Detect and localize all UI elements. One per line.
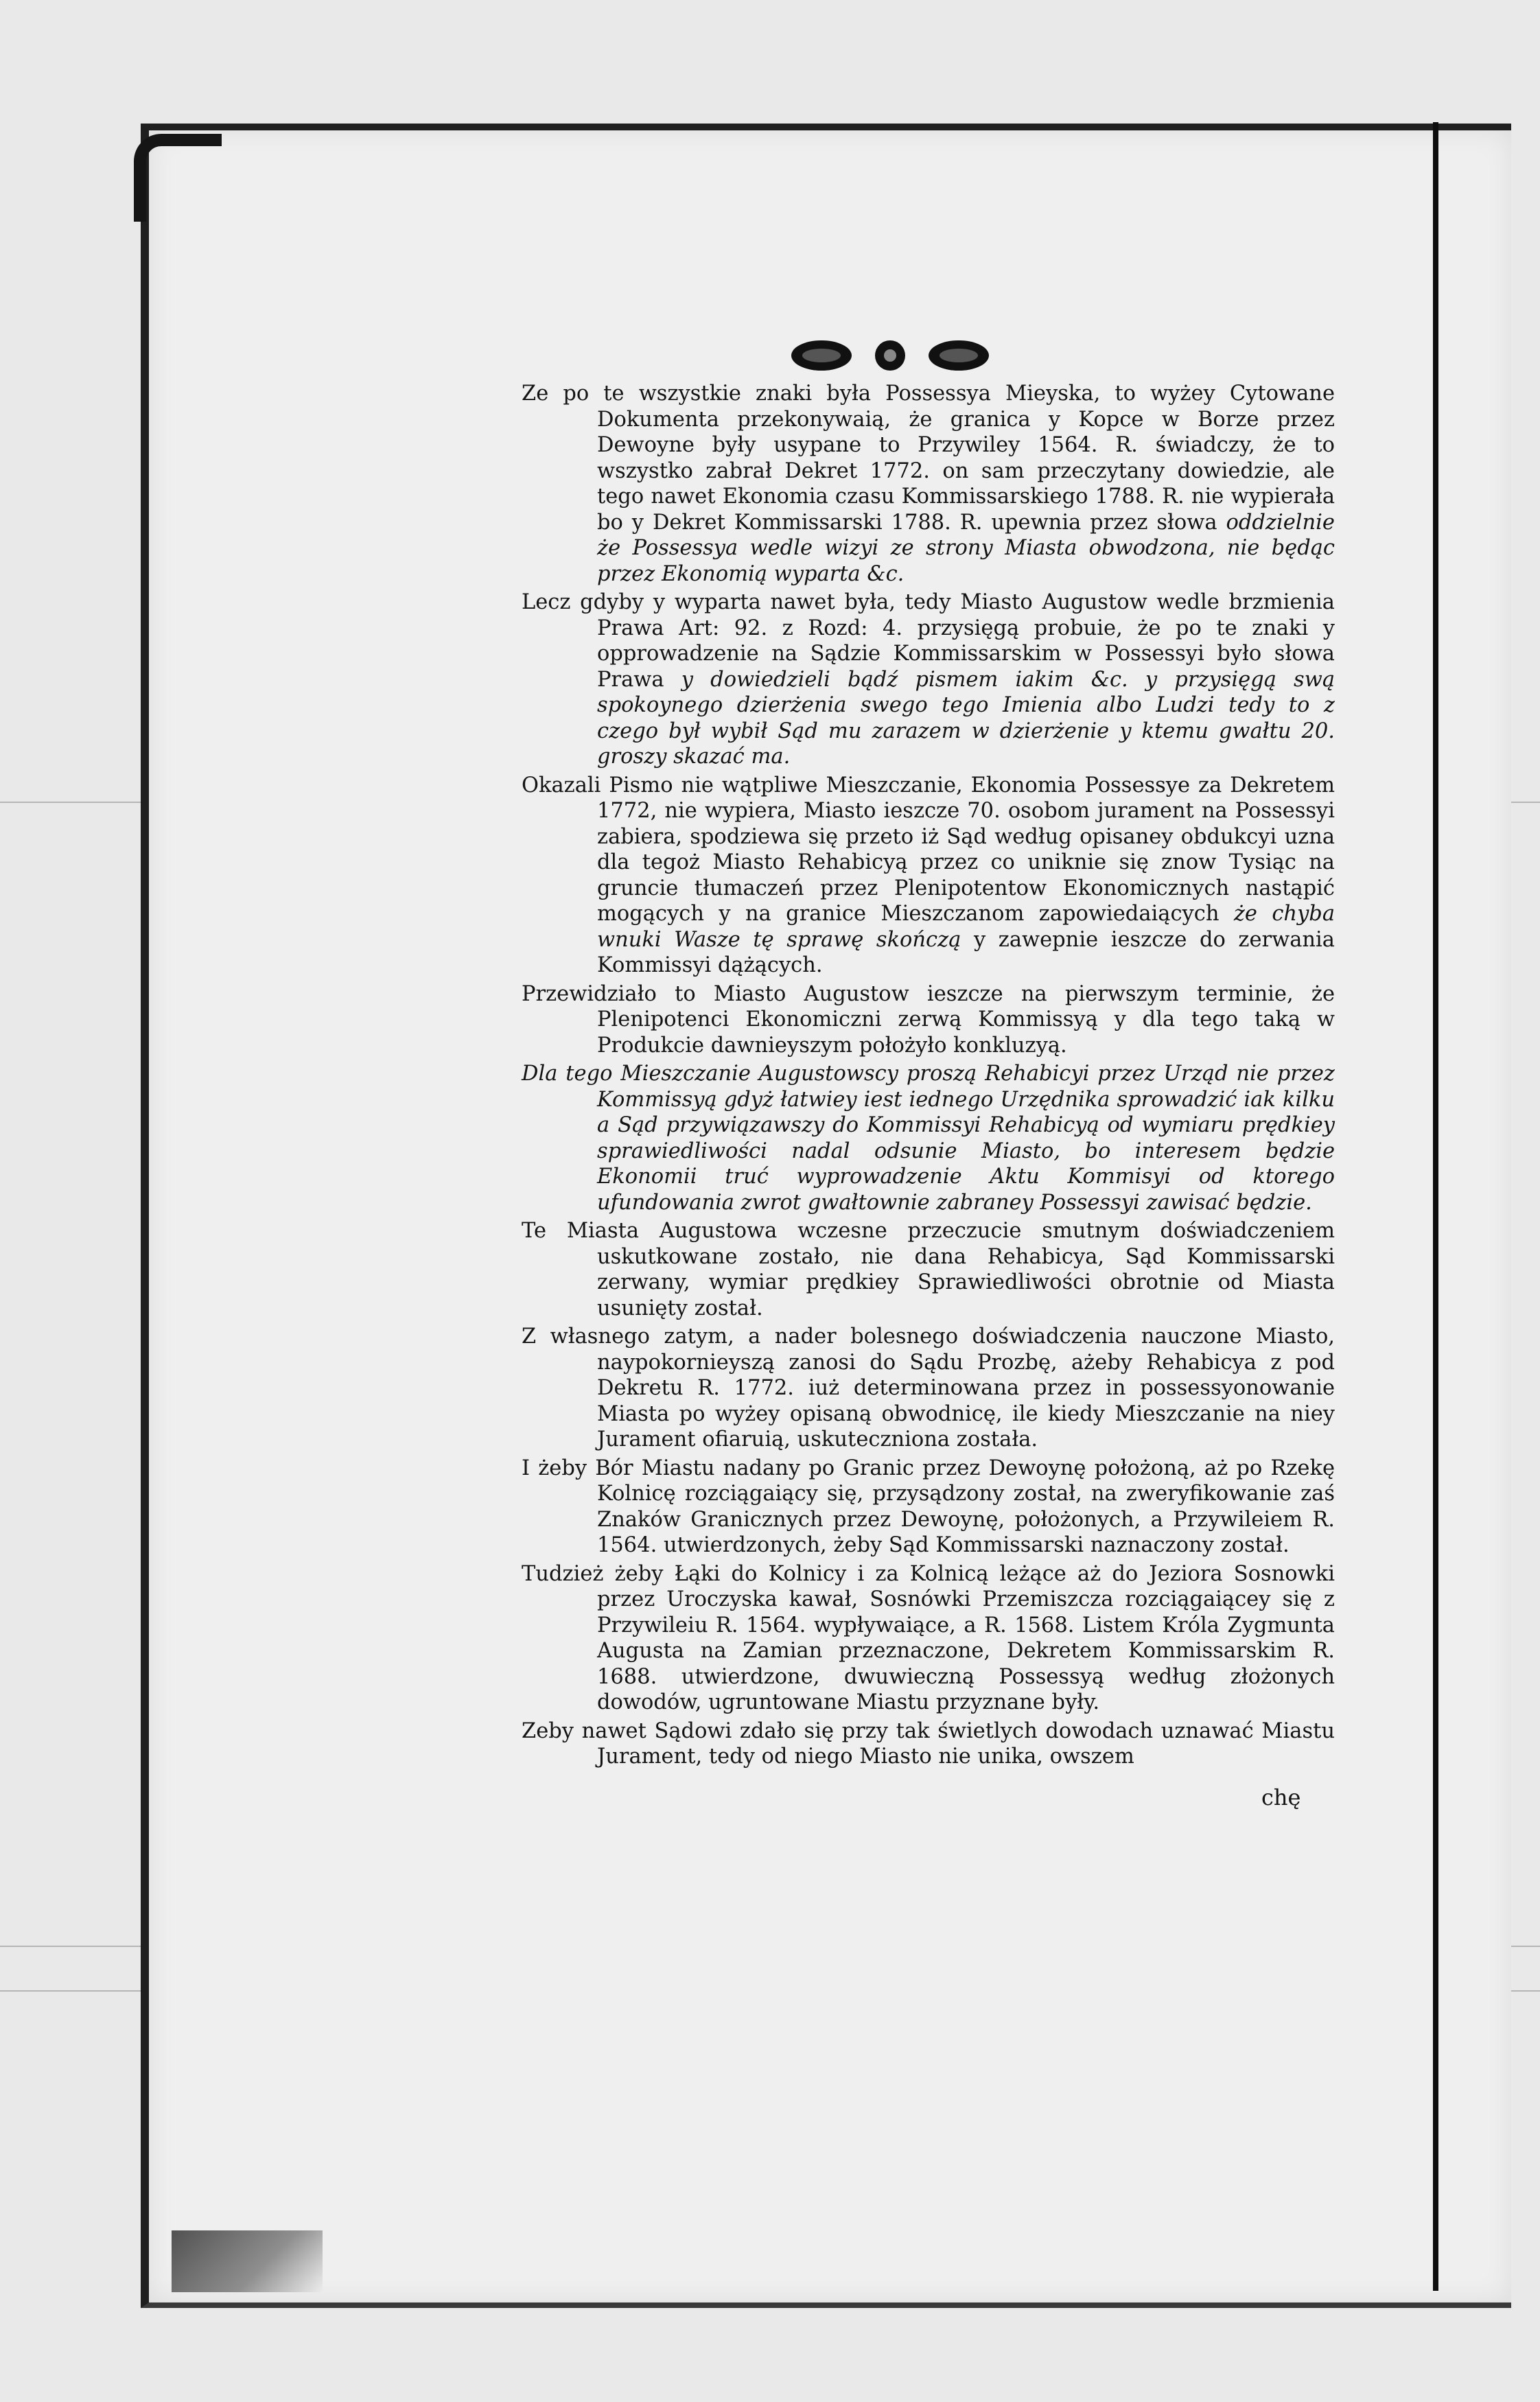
paragraph: Ze po te wszystkie znaki była Possessya Mieyska, to wyżey Cytowane Dokumenta przekonywaią, że granica y Kopce w Borze przez Dewoyne były usypane to Przywiley 1564. R. świadczy, że to wszystko zabrał Dekret 1772. on sam przeczytany dowiedzie, ale tego nawet Ekonomia czasu Kommissarskiego 1788. R. nie wypierała bo y Dekret Kommissarski 1788. R. upewnia przez słowa oddzielnie że Possessya wedle wizyi ze strony Miasta obwodzona, nie będąc przez Ekonomią wyparta &c. xyxy=(522,382,1335,586)
paragraph: Przewidziało to Miasto Augustow ieszcze na pierwszym terminie, że Plenipotenci Ekonomiczni zerwą Kommissyą y dla tego taką w Produkcie dawnieyszym położyło konkluzyą. xyxy=(522,981,1335,1058)
paragraph: Te Miasta Augustowa wczesne przeczucie smutnym doświadczeniem uskutkowane zostało, nie dana Rehabicya, Sąd Kommissarski zerwany, wymiar prędkiey Sprawiedliwości obrotnie od Miasta usunięty został. xyxy=(522,1219,1335,1320)
catchword: chę xyxy=(1261,1784,1301,1810)
ornament-icon xyxy=(791,335,990,376)
paragraph: Z własnego zatym, a nader bolesnego doświadczenia nauczone Miasto, naypokornieyszą zanosi do Sądu Prozbę, ażeby Rehabicya z pod Dekretu R. 1772. iuż determinowana przez in possessyonowanie Miasta po wyżey opisaną obwodnicę, ile kiedy Mieszczanie na niey Jurament ofiaruią, uskuteczniona została. xyxy=(522,1325,1335,1451)
paragraph: Zeby nawet Sądowi zdało się przy tak świetlych dowodach uznawać Miastu Jurament, tedy od niego Miasto nie unika, owszem xyxy=(522,1718,1335,1769)
paragraph: Tudzież żeby Łąki do Kolnicy i za Kolnicą leżące aż do Jeziora Sosnowki przez Uroczyska kawał, Sosnówki Przemiszcza rozciągaiącey się z Przywileiu R. 1564. wypływaiące, a R. 1568. Listem Króla Zygmunta Augusta na Zamian przeznaczone, Dekretem Kommissarskim R. 1688. utwierdzone, dwuwieczną Possessyą według złożonych dowodów, ugruntowane Miastu przyznane były. xyxy=(522,1561,1335,1714)
paragraph: Dla tego Mieszczanie Augustowscy proszą Rehabicyi przez Urząd nie przez Kommissyą gdyż łatwiey iest iednego Urzędnika sprowadzić iak kilku a Sąd przywiązawszy do Kommissyi Rehabicyą od wymiaru prędkiey sprawiedliwości nadal odsunie Miasto, bo interesem będzie Ekonomii truć wyprowadzenie Aktu Kommisyi od ktorego ufundowania zwrot gwałtownie zabraney Possessyi zawisać będzie. xyxy=(522,1062,1335,1215)
page-corner-stain xyxy=(172,2230,323,2292)
page-corner xyxy=(134,134,222,222)
paragraph: Okazali Pismo nie wątpliwe Mieszczanie, Ekonomia Possessye za Dekretem 1772, nie wypiera, Miasto ieszcze 70. osobom jurament na Possessyi zabiera, spodziewa się przeto iż Sąd według opisaney obdukcyi uzna dla tegoż Miasto Rehabicyą przez co uniknie się znow Tysiąc na gruncie tłumaczeń przez Plenipotentow Ekonomicznych nastąpić mogących y na granice Mieszczanom zapowiedaiących że chyba wnuki Wasze tę sprawę skończą y zawepnie ieszcze do zerwania Kommissyi dążących. xyxy=(522,773,1335,977)
paragraph: Lecz gdyby y wyparta nawet była, tedy Miasto Augustow wedle brzmienia Prawa Art: 92. z Rozd: 4. przysięgą probuie, że po te znaki y opprowadzenie na Sądzie Kommissarskim w Possessyi było słowa Prawa y dowiedzieli bądź pismem iakim &c. y przysięgą swą spokoynego dzierżenia swego tego Imienia albo Ludzi tedy to z czego był wybił Sąd mu zarazem w dzierżenie y ktemu gwałtu 20. groszy skazać ma. xyxy=(522,590,1335,769)
document-body xyxy=(522,381,1335,1773)
paragraph: I żeby Bór Miastu nadany po Granic przez Dewoynę położoną, aż po Rzekę Kolnicę rozciągaiący się, przysądzony został, na zweryfikowanie zaś Znaków Granicznych przez Dewoynę, położonych, a Przywileiem R. 1564. utwierdzonych, żeby Sąd Kommissarski naznaczony został. xyxy=(522,1456,1335,1557)
page-edge xyxy=(1433,122,1438,2291)
